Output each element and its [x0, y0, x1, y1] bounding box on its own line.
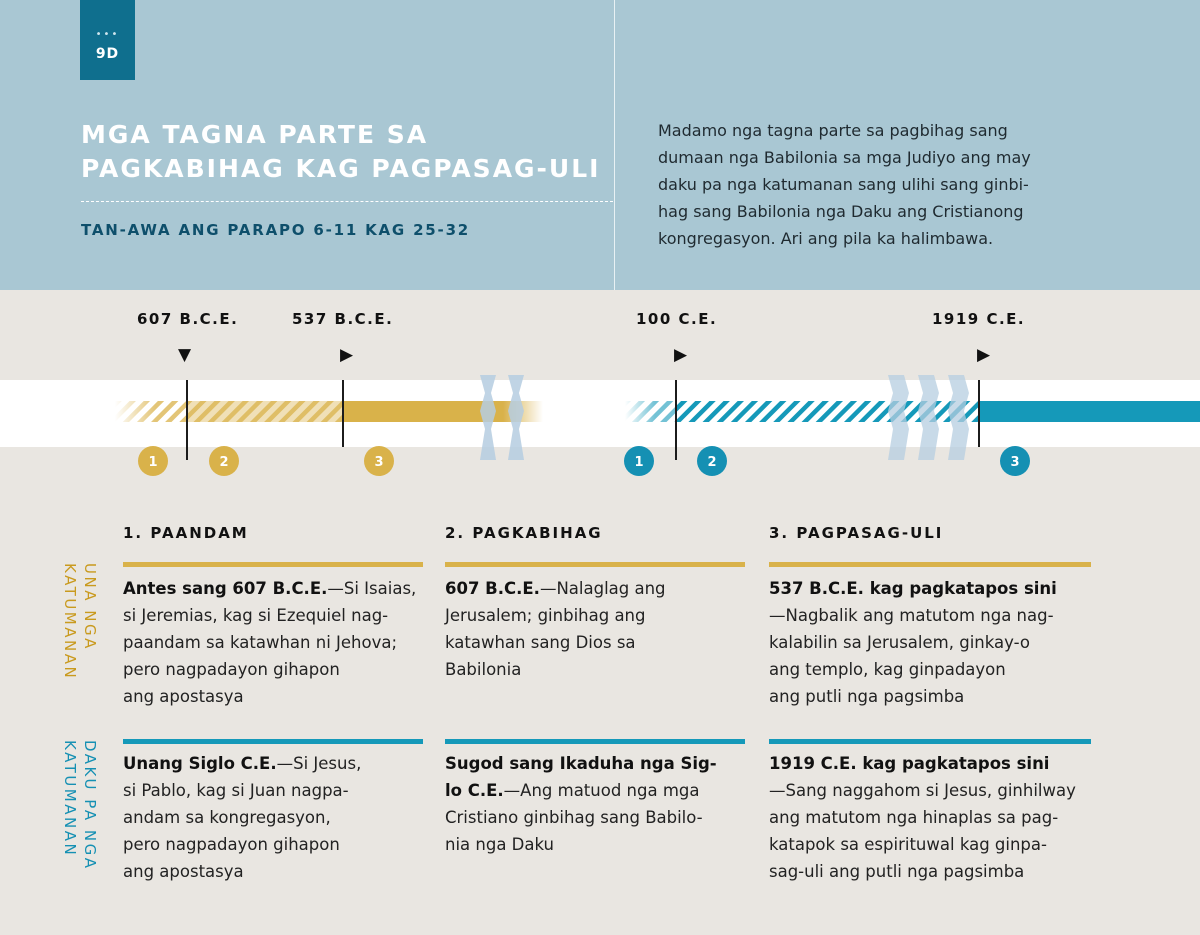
cell-line: ang apostasya	[123, 687, 244, 706]
cell-line: Antes sang 607 B.C.E.—Si Isaias,	[123, 579, 417, 598]
cell-first-captivity	[445, 575, 666, 683]
cell-line: Babilonia	[445, 660, 522, 679]
cell-line: katawhan sang Dios sa	[445, 633, 636, 652]
blue-marker-1-label: 1	[634, 455, 644, 470]
cell-first-restoration	[769, 575, 1057, 710]
column-title-warning: 1. PAANDAM	[123, 524, 249, 542]
gold-marker-1-label: 1	[148, 455, 158, 470]
cell-line: kalabilin sa Jerusalem, ginkay-o	[769, 633, 1030, 652]
cell-line: Jerusalem; ginbihag ang	[445, 606, 646, 625]
cell-line: lo C.E.—Ang matuod nga mga	[445, 781, 700, 800]
cell-line: nia nga Daku	[445, 835, 555, 854]
blue-rule	[445, 739, 745, 744]
cell-line	[769, 750, 1076, 777]
side-label-line: KATUMANAN	[61, 740, 79, 858]
cell-first-warning	[123, 575, 416, 710]
gold-solid-segment	[343, 401, 503, 422]
cell-line: paandam sa katawhan ni Jehova;	[123, 633, 398, 652]
badge-dots: •••	[95, 29, 120, 40]
intro-line: kongregasyon. Ari ang pila ka halimbawa.	[658, 229, 994, 248]
section-badge	[80, 0, 135, 80]
blue-rule	[123, 739, 423, 744]
page-title	[81, 118, 621, 186]
gold-marker-2-label: 2	[219, 455, 229, 470]
date-1919-ce: 1919 C.E.	[932, 310, 1026, 328]
page-subtitle: TAN-AWA ANG PARAPO 6-11 KAG 25-32	[81, 221, 471, 239]
cell-line: ang matutom nga hinaplas sa pag-	[769, 808, 1059, 827]
cell-line: ang apostasya	[123, 862, 244, 881]
cell-line: sag-uli ang putli nga pagsimba	[769, 862, 1025, 881]
blue-marker-3-label: 3	[1010, 455, 1020, 470]
cell-line-bold: 607 B.C.E.	[445, 579, 540, 598]
gold-rule	[123, 562, 423, 567]
cell-line: 607 B.C.E.—Nalaglag ang	[445, 579, 666, 598]
cell-line: Unang Siglo C.E.—Si Jesus,	[123, 754, 362, 773]
cell-line: Cristiano ginbihag sang Babilo-	[445, 808, 703, 827]
cell-line: —Sang naggahom si Jesus, ginhilway	[769, 781, 1076, 800]
cell-line-bold: 537 B.C.E. kag pagkatapos sini	[769, 579, 1057, 598]
intro-text	[658, 117, 1118, 252]
title-dashed-rule	[81, 201, 613, 202]
intro-line: daku pa nga katumanan sang ulihi sang ginbi-	[658, 175, 1029, 194]
cell-line-bold: lo C.E.	[445, 781, 504, 800]
play-triangle-icon: ▶	[674, 345, 688, 365]
title-line-1: MGA TAGNA PARTE SA	[81, 120, 429, 149]
cell-line: katapok sa espirituwal kag ginpa-	[769, 835, 1047, 854]
intro-line: hag sang Babilonia nga Daku ang Cristianong	[658, 202, 1024, 221]
play-triangle-icon: ▶	[977, 345, 991, 365]
side-label-line: UNA NGA	[81, 563, 99, 651]
cell-line-bold: 1919 C.E. kag pagkatapos sini	[769, 754, 1050, 773]
side-label-line: DAKU PA NGA	[81, 740, 99, 871]
side-label-greater-fulfillment	[60, 740, 100, 890]
cell-second-restoration	[769, 750, 1076, 885]
column-title-captivity: 2. PAGKABIHAG	[445, 524, 603, 542]
cell-line: —Nagbalik ang matutom nga nag-	[769, 606, 1054, 625]
cell-line-bold: Sugod sang Ikaduha nga Sig-	[445, 754, 717, 773]
title-line-2: PAGKABIHAG KAG PAGPASAG-ULI	[81, 154, 601, 183]
cell-line	[445, 750, 717, 777]
cell-line: si Pablo, kag si Juan nagpa-	[123, 781, 349, 800]
cell-line: andam sa kongregasyon,	[123, 808, 331, 827]
cell-line-bold: Antes sang 607 B.C.E.	[123, 579, 328, 598]
date-100-ce: 100 C.E.	[636, 310, 718, 328]
date-537-bce: 537 B.C.E.	[292, 310, 394, 328]
blue-marker-2-label: 2	[707, 455, 717, 470]
cell-second-captivity	[445, 750, 717, 858]
cell-line: si Jeremias, kag si Ezequiel nag-	[123, 606, 389, 625]
cell-line: ang putli nga pagsimba	[769, 687, 965, 706]
badge-label: 9D	[95, 46, 120, 62]
gold-fade	[115, 401, 155, 422]
gold-marker-3-label: 3	[374, 455, 384, 470]
intro-line: dumaan nga Babilonia sa mga Judiyo ang may	[658, 148, 1031, 167]
blue-solid-segment	[979, 401, 1200, 422]
gold-rule	[769, 562, 1091, 567]
gold-hatched-overlay	[187, 401, 343, 422]
gold-rule	[445, 562, 745, 567]
cell-line: pero nagpadayon gihapon	[123, 660, 340, 679]
side-label-line: KATUMANAN	[61, 563, 79, 681]
side-label-first-fulfillment	[60, 563, 100, 703]
play-triangle-icon: ▶	[340, 345, 354, 365]
blue-fade	[625, 401, 655, 422]
column-title-restoration: 3. PAGPASAG-ULI	[769, 524, 944, 542]
cell-line	[769, 575, 1057, 602]
intro-line: Madamo nga tagna parte sa pagbihag sang	[658, 121, 1008, 140]
down-triangle-icon: ▼	[178, 345, 192, 365]
cell-second-warning	[123, 750, 361, 885]
cell-line: pero nagpadayon gihapon	[123, 835, 340, 854]
blue-rule	[769, 739, 1091, 744]
cell-line: ang templo, kag ginpadayon	[769, 660, 1006, 679]
date-607-bce: 607 B.C.E.	[137, 310, 239, 328]
timeline-graphic	[0, 375, 1200, 485]
cell-line-bold: Unang Siglo C.E.	[123, 754, 277, 773]
